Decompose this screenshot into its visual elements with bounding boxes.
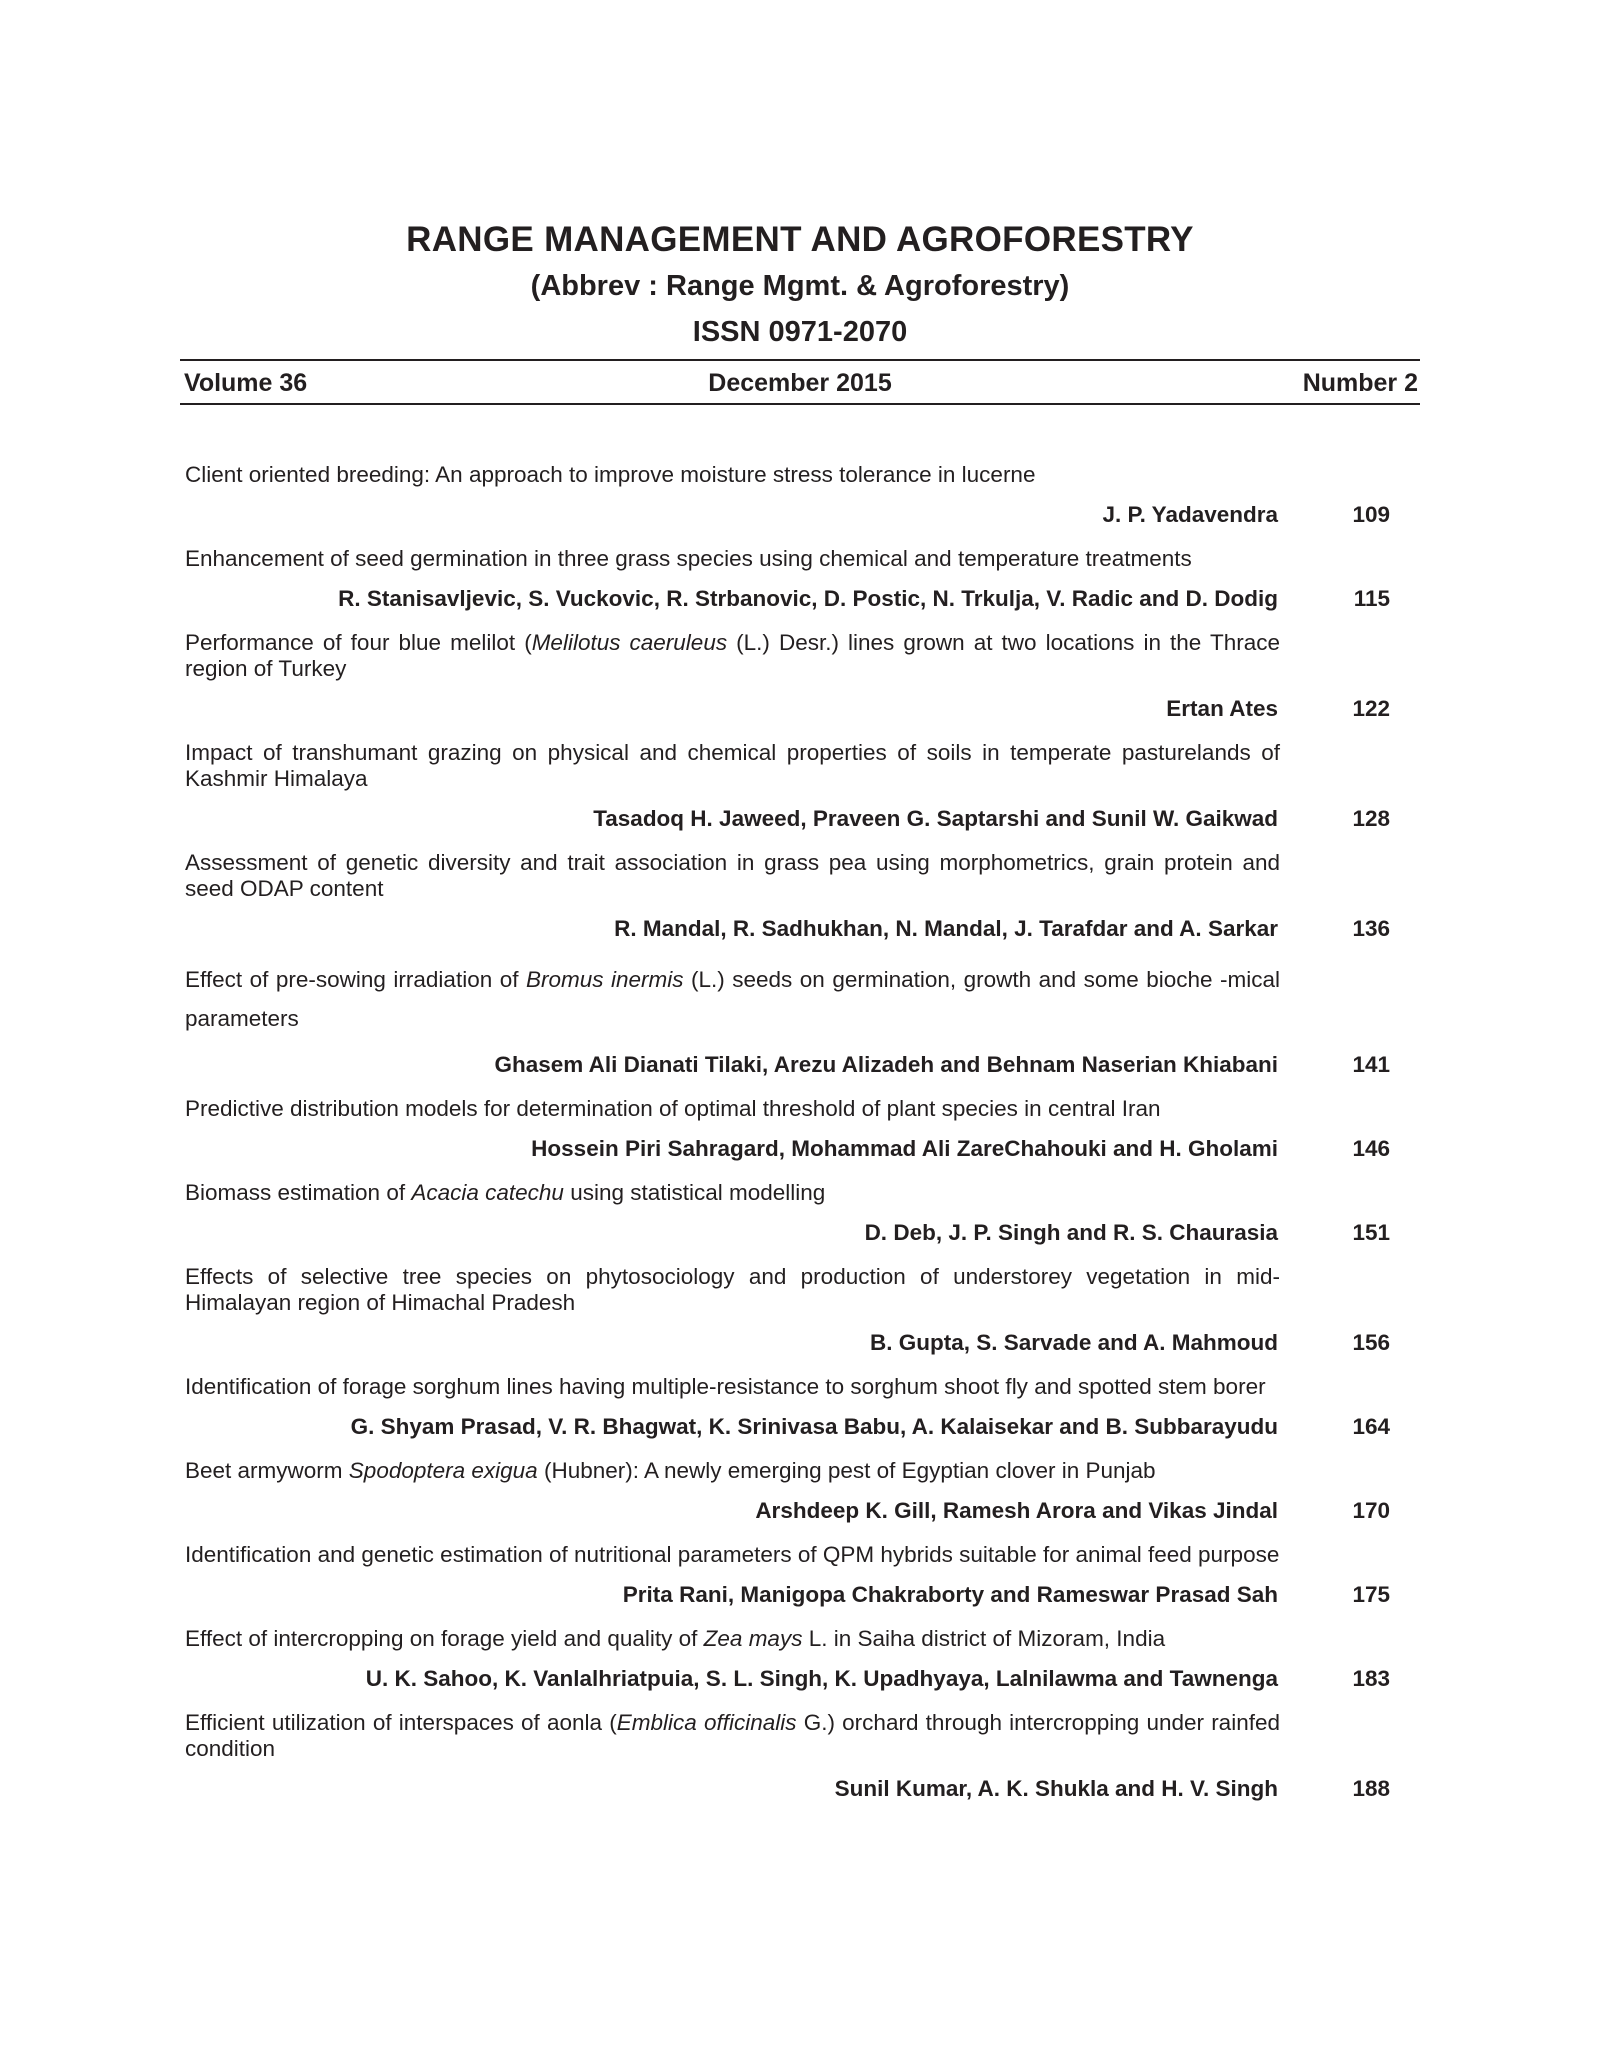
article-title <box>185 1542 1280 1568</box>
page-number: 115 <box>1353 586 1390 611</box>
journal-masthead <box>180 218 1420 354</box>
title-text: Performance of four blue melilot ( <box>185 630 532 655</box>
title-text: Efficient utilization of interspaces of aonla ( <box>185 1710 617 1735</box>
page-number: 156 <box>1352 1330 1390 1355</box>
toc-entry <box>185 1542 1390 1608</box>
toc-entry <box>185 1626 1390 1692</box>
author-page-row <box>185 1136 1390 1162</box>
article-title <box>185 850 1280 902</box>
article-authors: U. K. Sahoo, K. Vanlalhriatpuia, S. L. Singh, K. Upadhyaya, Lalnilawma and Tawnenga <box>365 1666 1278 1691</box>
page-number: 141 <box>1352 1052 1390 1077</box>
article-title <box>185 630 1280 682</box>
page-number: 136 <box>1352 916 1390 941</box>
article-authors: Prita Rani, Manigopa Chakraborty and Rameswar Prasad Sah <box>622 1582 1278 1607</box>
author-page-row <box>185 1498 1390 1524</box>
title-text: Client oriented breeding: An approach to improve moisture stress tolerance in lucerne <box>185 462 1036 487</box>
article-title <box>185 740 1280 792</box>
page-number: 122 <box>1352 696 1390 721</box>
toc-entry <box>185 1096 1390 1162</box>
article-authors: Ghasem Ali Dianati Tilaki, Arezu Alizadeh and Behnam Naserian Khiabani <box>494 1052 1278 1077</box>
title-text: Predictive distribution models for determination of optimal threshold of plant species in central Iran <box>185 1096 1161 1121</box>
title-text: Effect of intercropping on forage yield and quality of <box>185 1626 704 1651</box>
title-text: Beet armyworm <box>185 1458 349 1483</box>
article-authors: G. Shyam Prasad, V. R. Bhagwat, K. Srinivasa Babu, A. Kalaisekar and B. Subbarayudu <box>350 1414 1278 1439</box>
page-number: 128 <box>1352 806 1390 831</box>
title-text: L. in Saiha district of Mizoram, India <box>802 1626 1166 1651</box>
article-title <box>185 1096 1280 1122</box>
toc-entry <box>185 546 1390 612</box>
journal-issn: ISSN 0971-2070 <box>692 316 908 348</box>
issue-date: December 2015 <box>708 369 892 397</box>
article-authors: J. P. Yadavendra <box>1102 502 1278 527</box>
issue-info-bar <box>180 359 1420 405</box>
page-number: 175 <box>1352 1582 1390 1607</box>
toc-entry <box>185 1264 1390 1356</box>
species-name: Spodoptera exigua <box>348 1458 538 1483</box>
toc-entry <box>185 1458 1390 1524</box>
article-authors: R. Stanisavljevic, S. Vuckovic, R. Strbanovic, D. Postic, N. Trkulja, V. Radic and D. Dodig <box>338 586 1278 611</box>
article-authors: Arshdeep K. Gill, Ramesh Arora and Vikas Jindal <box>755 1498 1278 1523</box>
page-number: 109 <box>1352 502 1390 527</box>
species-name: Emblica officinalis <box>616 1710 797 1735</box>
page-number: 170 <box>1352 1498 1390 1523</box>
title-text: (Hubner): A newly emerging pest of Egyptian clover in Punjab <box>537 1458 1156 1483</box>
article-title <box>185 960 1280 1038</box>
title-text: Biomass estimation of <box>185 1180 412 1205</box>
toc-entry <box>185 740 1390 832</box>
title-text: (L.) seeds on germination, growth and some bioche -mical parameters <box>185 967 1280 1031</box>
author-page-row <box>185 1414 1390 1440</box>
article-authors: D. Deb, J. P. Singh and R. S. Chaurasia <box>864 1220 1278 1245</box>
author-page-row <box>185 1582 1390 1608</box>
title-text: Impact of transhumant grazing on physical and chemical properties of soils in temperate pasturelands of Kashmir Himalaya <box>185 740 1280 791</box>
page-number: 164 <box>1352 1414 1390 1439</box>
article-authors: Ertan Ates <box>1166 696 1278 721</box>
page-number: 146 <box>1352 1136 1390 1161</box>
article-authors: B. Gupta, S. Sarvade and A. Mahmoud <box>870 1330 1278 1355</box>
author-page-row <box>185 1666 1390 1692</box>
species-name: Acacia catechu <box>411 1180 564 1205</box>
title-text: G.) orchard through intercropping under rainfed condition <box>185 1710 1280 1761</box>
article-title <box>185 1458 1280 1484</box>
species-name: Zea mays <box>703 1626 803 1651</box>
species-name: Melilotus caeruleus <box>531 630 728 655</box>
page-number: 188 <box>1352 1776 1390 1801</box>
title-text: Effects of selective tree species on phytosociology and production of understorey vegetation in mid-Himalayan region of Himachal Pradesh <box>185 1264 1280 1315</box>
title-text: Effect of pre-sowing irradiation of <box>185 967 526 992</box>
title-text: Enhancement of seed germination in three grass species using chemical and temperature treatments <box>185 546 1192 571</box>
journal-title: RANGE MANAGEMENT AND AGROFORESTRY <box>406 220 1194 259</box>
article-authors: R. Mandal, R. Sadhukhan, N. Mandal, J. Tarafdar and A. Sarkar <box>614 916 1278 941</box>
author-page-row <box>185 1220 1390 1246</box>
toc-entry <box>185 1710 1390 1802</box>
author-page-row <box>185 1330 1390 1356</box>
title-text: Identification and genetic estimation of nutritional parameters of QPM hybrids suitable for animal feed purpose <box>185 1542 1280 1567</box>
table-of-contents <box>185 462 1390 1820</box>
title-text: Assessment of genetic diversity and trait association in grass pea using morphometrics, grain protein and seed ODAP content <box>185 850 1280 901</box>
issue-volume: Volume 36 <box>184 369 308 397</box>
author-page-row <box>185 806 1390 832</box>
toc-entry <box>185 1180 1390 1246</box>
page-number: 151 <box>1352 1220 1390 1245</box>
toc-entry <box>185 462 1390 528</box>
article-authors: Hossein Piri Sahragard, Mohammad Ali ZareChahouki and H. Gholami <box>531 1136 1278 1161</box>
toc-entry <box>185 630 1390 722</box>
species-name: Bromus inermis <box>525 967 684 992</box>
article-title <box>185 1264 1280 1316</box>
author-page-row <box>185 916 1390 942</box>
author-page-row <box>185 586 1390 612</box>
title-text: Identification of forage sorghum lines having multiple-resistance to sorghum shoot fly and spotted stem borer <box>185 1374 1266 1399</box>
toc-entry <box>185 850 1390 942</box>
article-authors: Sunil Kumar, A. K. Shukla and H. V. Singh <box>834 1776 1278 1801</box>
author-page-row <box>185 1776 1390 1802</box>
article-title <box>185 1626 1280 1652</box>
author-page-row <box>185 1052 1390 1078</box>
author-page-row <box>185 502 1390 528</box>
article-title <box>185 1710 1280 1762</box>
toc-entry <box>185 960 1390 1078</box>
article-title <box>185 462 1280 488</box>
article-title <box>185 546 1280 572</box>
journal-abbreviation: (Abbrev : Range Mgmt. & Agroforestry) <box>530 270 1070 302</box>
title-text: using statistical modelling <box>563 1180 826 1205</box>
article-title <box>185 1180 1280 1206</box>
issue-number: Number 2 <box>1302 369 1418 397</box>
toc-entry <box>185 1374 1390 1440</box>
author-page-row <box>185 696 1390 722</box>
title-text: (L.) Desr.) lines grown at two locations in the Thrace region of Turkey <box>185 630 1280 681</box>
article-title <box>185 1374 1280 1400</box>
page-number: 183 <box>1352 1666 1390 1691</box>
article-authors: Tasadoq H. Jaweed, Praveen G. Saptarshi and Sunil W. Gaikwad <box>593 806 1278 831</box>
